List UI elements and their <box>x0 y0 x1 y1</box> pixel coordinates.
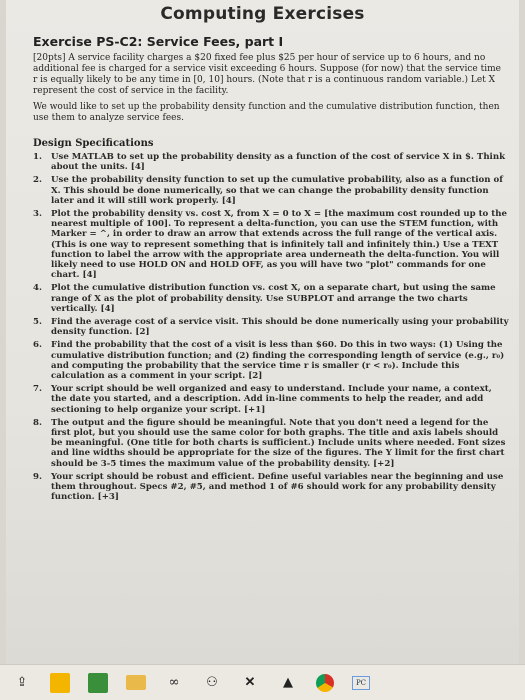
list-item <box>33 317 509 337</box>
flow-icon[interactable]: ⚇ <box>206 675 218 690</box>
spec-number: 9. <box>33 471 42 482</box>
list-item <box>33 283 509 314</box>
list-item <box>33 418 509 469</box>
list-item <box>33 175 509 206</box>
spec-number: 1. <box>33 152 42 162</box>
infinity-icon[interactable]: ∞ <box>168 675 180 690</box>
spec-text: Plot the probability density vs. cost X, from X = 0 to X = [the maximum cost rounded up to the nearest multiple of 100]. To represent a delta-function, you can use the STEM function, with Marker = ^, in order to draw an arrow that extends across the full range of the vertical axis. (This is one way to represent something that is infinitely tall and infinitely thin.) Use a TEXT function to label the arrow with the appropriate area underneath the delta-function. You will likely need to use HOLD ON and HOLD OFF, as you will have two "plot" commands for one chart. [4] <box>51 209 507 281</box>
pc-icon[interactable]: PC <box>352 676 370 690</box>
list-item <box>33 340 509 381</box>
spec-number: 2. <box>33 175 42 186</box>
x-app-icon[interactable]: ✕ <box>244 675 256 690</box>
spec-number: 7. <box>33 384 42 395</box>
calendar-icon[interactable] <box>88 673 108 693</box>
chrome-icon[interactable] <box>316 674 334 692</box>
document-page <box>6 0 519 664</box>
taskbar <box>0 664 525 700</box>
spec-text: Find the probability that the cost of a visit is less than $60. Do this in two ways: (1) Using the cumulative distribution function; and (2) finding the corresponding length of service (e.g., r₀) and computing the probability that the service time r is smaller (r < r₀). Include this calculation as a comment in your script. [2] <box>51 340 505 382</box>
spec-number: 5. <box>33 317 42 328</box>
page-title: Computing Exercises <box>160 4 365 24</box>
spec-text: Plot the cumulative distribution function vs. cost X, on a separate chart, but using the same range of X as the plot of probability density. Use SUBPLOT and arrange the two charts vertically. [4] <box>51 283 496 314</box>
goal-paragraph: We would like to set up the probability density function and the cumulative distribution function, then use them to analyze service fees. <box>33 102 500 123</box>
share-icon[interactable]: ⇪ <box>16 675 28 690</box>
spec-text: Your script should be well organized and easy to understand. Include your name, a context, the date you started, and a description. Add in-line comments to help the reader, and add sectioning to help organize your script. [+1] <box>51 384 492 415</box>
spec-number: 4. <box>33 283 42 294</box>
windows-store-icon[interactable] <box>50 673 70 693</box>
spec-number: 3. <box>33 209 42 220</box>
spec-text: Find the average cost of a service visit. This should be done numerically using your probability density function. [2] <box>51 317 509 338</box>
intro-paragraph: [20pts] A service facility charges a $20 fixed fee plus $25 per hour of service up to 6 hours, and no additional fee is charged for a service visit exceeding 6 hours. Suppose (for now) that the service time r is equally likely to be any time in [0, 10] hours. (Note that r is a continuous random variable.) Let X represent the cost of service in the facility. <box>33 53 501 96</box>
list-item <box>33 152 509 172</box>
spec-number: 6. <box>33 340 42 351</box>
spec-text: The output and the figure should be meaningful. Note that you don't need a legend for the first plot, but you should use the same color for both graphs. The title and axis labels should be meaningful. (One title for both charts is sufficient.) Include units where needed. Font sizes and line widths should be appropriate for the size of the figures. The Y limit for the first chart should be 3-5 times the maximum value of the probability density. [+2] <box>51 417 506 469</box>
spec-text: Your script should be robust and efficient. Define useful variables near the beginning and use them throughout. Specs #2, #5, and method 1 of #6 should work for any probability density function. [+3] <box>51 471 504 503</box>
spec-heading: Design Specifications <box>33 138 154 149</box>
spec-number: 8. <box>33 417 42 428</box>
exercise-title: Exercise PS-C2: Service Fees, part I <box>33 34 284 49</box>
list-item <box>33 384 509 415</box>
list-item <box>33 472 509 503</box>
folder-icon[interactable] <box>126 675 146 690</box>
spec-text: Use the probability density function to set up the cumulative probability, also as a function of X. This should be done numerically, so that we can change the probability density function later and it will still work properly. [4] <box>51 175 503 206</box>
list-item <box>33 209 509 280</box>
matlab-icon[interactable]: ▲ <box>283 675 293 690</box>
spec-list <box>33 152 509 503</box>
spec-text: Use MATLAB to set up the probability density as a function of the cost of service X in $. Think about the units. [4] <box>51 152 506 173</box>
